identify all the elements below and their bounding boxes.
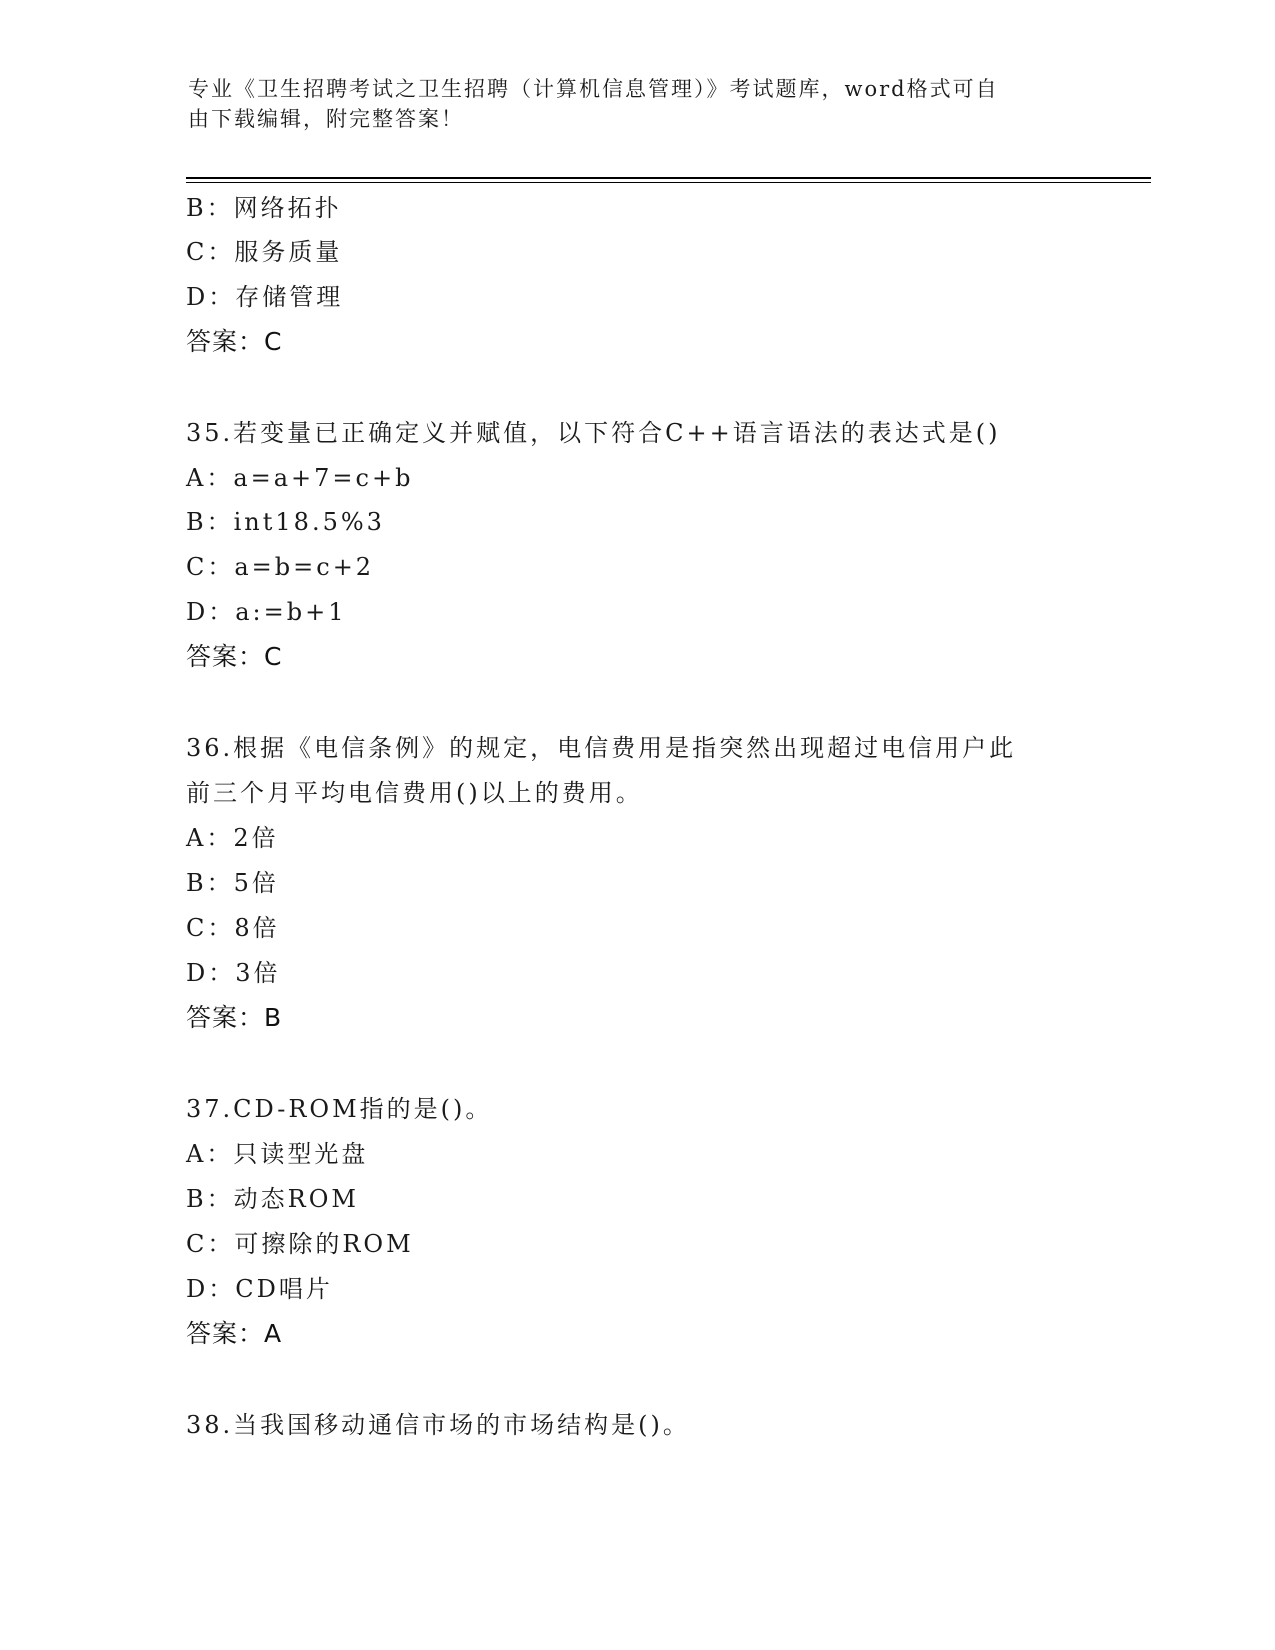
- header-divider-thin: [186, 182, 1151, 183]
- q35-option-d: D：a:=b+1: [186, 598, 347, 626]
- q35-answer: 答案：C: [186, 642, 283, 671]
- header-divider-thick: [186, 177, 1151, 179]
- q37-answer: 答案：A: [186, 1319, 283, 1348]
- q34-option-d: D：存储管理: [186, 283, 344, 311]
- q36-question-line-2: 前三个月平均电信费用()以上的费用。: [186, 779, 643, 807]
- q36-option-a: A：2倍: [186, 824, 279, 852]
- q38-question: 38.当我国移动通信市场的市场结构是()。: [186, 1411, 690, 1439]
- q34-answer: 答案：C: [186, 327, 283, 356]
- q36-question-line-1: 36.根据《电信条例》的规定，电信费用是指突然出现超过电信用户此: [186, 734, 1017, 762]
- q34-option-b: B：网络拓扑: [186, 194, 342, 222]
- document-header: [188, 74, 1068, 134]
- q36-option-b: B：5倍: [186, 869, 279, 897]
- header-line-1: 专业《卫生招聘考试之卫生招聘（计算机信息管理）》考试题库，word格式可自: [188, 77, 999, 101]
- q36-answer: 答案：B: [186, 1003, 283, 1032]
- q35-option-b: B：int18.5%3: [186, 508, 385, 536]
- q35-option-c: C：a=b=c+2: [186, 553, 375, 581]
- q35-option-a: A：a=a+7=c+b: [186, 464, 414, 492]
- q37-question: 37.CD-ROM指的是()。: [186, 1095, 493, 1123]
- header-line-2: 由下载编辑，附完整答案！: [188, 107, 464, 131]
- q35-question: 35.若变量已正确定义并赋值，以下符合C++语言语法的表达式是(): [186, 419, 1001, 447]
- q37-option-a: A：只读型光盘: [186, 1140, 369, 1168]
- q36-option-d: D：3倍: [186, 959, 281, 987]
- q37-option-c: C：可擦除的ROM: [186, 1230, 414, 1258]
- q34-option-c: C：服务质量: [186, 238, 343, 266]
- q37-option-b: B：动态ROM: [186, 1185, 359, 1213]
- q37-option-d: D：CD唱片: [186, 1275, 333, 1303]
- q36-option-c: C：8倍: [186, 914, 280, 942]
